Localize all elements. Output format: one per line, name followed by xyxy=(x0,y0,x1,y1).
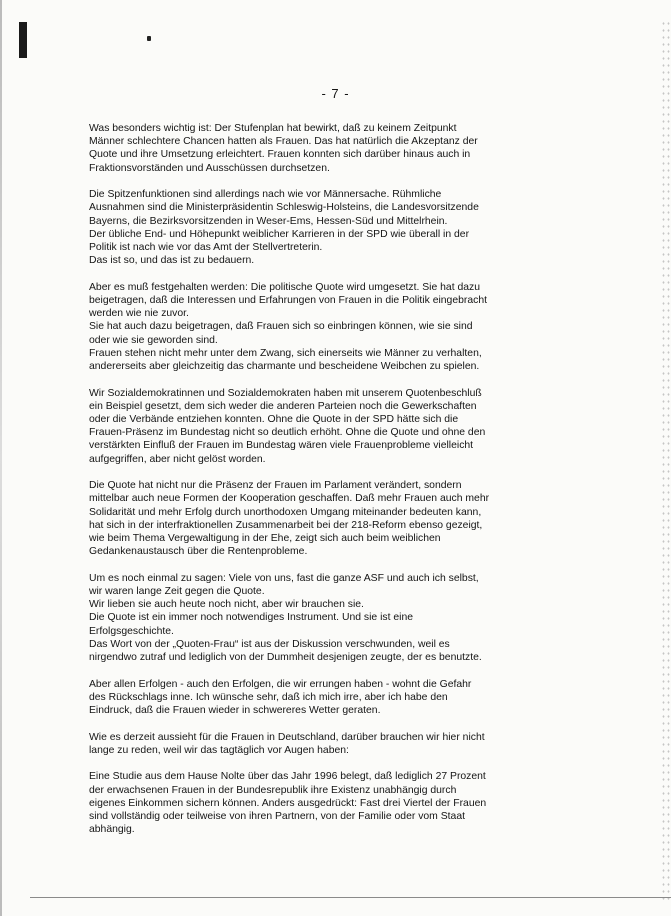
text-line: lange zu reden, weil wir das tagtäglich vor Augen haben: xyxy=(89,744,349,756)
text-line: Frauen stehen nicht mehr unter dem Zwang, sich einerseits wie Männer zu verhalten, xyxy=(89,347,482,359)
text-line: Solidarität und mehr Erfolg durch unorthodoxen Umgang miteinander bedeuten kann, xyxy=(89,506,482,518)
text-line: Der übliche End- und Höhepunkt weiblicher Karrieren in der SPD wie überall in der xyxy=(89,228,470,240)
text-line: Frauen-Präsenz im Bundestag nicht so deutlich erhöht. Ohne die Quote und ohne den xyxy=(89,427,486,439)
text-line: abhängig. xyxy=(89,824,135,836)
text-line: Das ist so, und das ist zu bedauern. xyxy=(89,255,255,267)
scan-bottom-edge xyxy=(30,897,671,898)
text-line: nirgendwo zutraf und lediglich von der Dummheit desjenigen zeugte, der es benutzte. xyxy=(89,652,482,664)
paragraph xyxy=(89,281,594,373)
paragraph xyxy=(89,122,594,175)
text-line: Die Quote ist ein immer noch notwendiges Instrument. Und sie ist eine xyxy=(89,612,413,624)
text-line: Wir Sozialdemokratinnen und Sozialdemokraten haben mit unserem Quotenbeschluß xyxy=(89,387,482,399)
page-number: - 7 - xyxy=(321,86,350,101)
text-line: aufgegriffen, aber nicht gelöst worden. xyxy=(89,453,266,465)
text-line: eigenes Einkommen sichern können. Anders ausgedrückt: Fast drei Viertel der Frauen xyxy=(89,797,487,809)
text-line: Quote und ihre Umsetzung erleichtert. Frauen konnten sich darüber hinaus auch in xyxy=(89,149,471,161)
text-line: wie beim Thema Vergewaltigung in der Ehe, zeigt sich auch beim weiblichen xyxy=(89,533,441,545)
scan-artifact-dot xyxy=(147,36,151,41)
text-line: ein Beispiel gesetzt, dem sich weder die anderen Parteien noch die Gewerkschaften xyxy=(89,400,477,412)
text-line: Männer schlechtere Chancen hatten als Frauen. Das hat natürlich die Akzeptanz der xyxy=(89,136,478,148)
text-line: sind vollständig oder teilweise von ihren Partnern, von der Familie oder vom Staat xyxy=(89,811,465,823)
text-line: Die Quote hat nicht nur die Präsenz der Frauen im Parlament verändert, sondern xyxy=(89,480,462,492)
text-line: werden wie nie zuvor. xyxy=(89,308,189,320)
text-line: verstärkten Einfluß der Frauen im Bundestag wären viele Frauenprobleme vielleicht xyxy=(89,440,474,452)
paragraph xyxy=(89,188,594,267)
text-line: Was besonders wichtig ist: Der Stufenplan hat bewirkt, daß zu keinem Zeitpunkt xyxy=(89,123,457,134)
text-line: oder die Verbände entziehen konnten. Ohne die Quote in der SPD hätte sich die xyxy=(89,414,459,426)
text-line: Aber es muß festgehalten werden: Die politische Quote wird umgesetzt. Sie hat dazu xyxy=(89,281,481,293)
paragraph xyxy=(89,770,594,836)
text-line: Ausnahmen sind die Ministerpräsidentin Schleswig-Holsteins, die Landesvorsitzende xyxy=(89,202,479,214)
text-line: beigetragen, daß die Interessen und Erfahrungen von Frauen in die Politik eingebracht xyxy=(89,295,487,307)
text-line: Wie es derzeit aussieht für die Frauen in Deutschland, darüber brauchen wir hier nicht xyxy=(89,731,485,743)
text-line: der erwachsenen Frauen in der Bundesrepublik ihre Existenz unabhängig durch xyxy=(89,784,457,796)
body-text xyxy=(89,122,594,850)
scan-speckle xyxy=(661,20,671,900)
text-line: Aber allen Erfolgen - auch den Erfolgen, die wir errungen haben - wohnt die Gefahr xyxy=(89,678,472,690)
text-line: mittelbar auch neue Formen der Kooperation geschaffen. Daß mehr Frauen auch mehr xyxy=(89,493,490,505)
text-line: Sie hat auch dazu beigetragen, daß Frauen sich so einbringen können, wie sie sind xyxy=(89,321,473,333)
text-line: Eindruck, daß die Frauen wieder in schwereres Wetter geraten. xyxy=(89,705,381,717)
scan-artifact-bar xyxy=(19,22,27,58)
text-line: des Rückschlags inne. Ich wünsche sehr, daß ich mich irre, aber ich habe den xyxy=(89,691,448,703)
text-line: Eine Studie aus dem Hause Nolte über das Jahr 1996 belegt, daß lediglich 27 Prozent xyxy=(89,771,486,783)
text-line: Fraktionsvorständen und Ausschüssen durchsetzen. xyxy=(89,162,330,174)
text-line: Politik ist nach wie vor das Amt der Stellvertreterin. xyxy=(89,242,323,254)
text-line: oder wie sie geworden sind. xyxy=(89,334,218,346)
text-line: andererseits aber gleichzeitig das charmante und bescheidene Weibchen zu spielen. xyxy=(89,361,480,373)
text-line: Gedankenaustausch über die Rentenprobleme. xyxy=(89,546,308,558)
text-line: Um es noch einmal zu sagen: Viele von uns, fast die ganze ASF und auch ich selbst, xyxy=(89,572,479,584)
text-line: Die Spitzenfunktionen sind allerdings nach wie vor Männersache. Rühmliche xyxy=(89,189,442,201)
paragraph xyxy=(89,731,594,757)
text-line: hat sich in der interfraktionellen Zusammenarbeit bei der 218-Reform ebenso gezeigt, xyxy=(89,519,483,531)
paragraph xyxy=(89,387,594,466)
text-line: Erfolgsgeschichte. xyxy=(89,625,174,637)
text-line: Das Wort von der „Quoten-Frau“ ist aus der Diskussion verschwunden, weil es xyxy=(89,638,450,650)
paragraph xyxy=(89,678,594,718)
text-line: Wir lieben sie auch heute noch nicht, aber wir brauchen sie. xyxy=(89,599,364,611)
text-line: Bayerns, die Bezirksvorsitzenden in Weser-Ems, Hessen-Süd und Mittelrhein. xyxy=(89,215,448,227)
text-line: wir waren lange Zeit gegen die Quote. xyxy=(89,586,265,598)
scan-edge xyxy=(0,0,2,916)
paragraph xyxy=(89,572,594,664)
paragraph xyxy=(89,479,594,558)
